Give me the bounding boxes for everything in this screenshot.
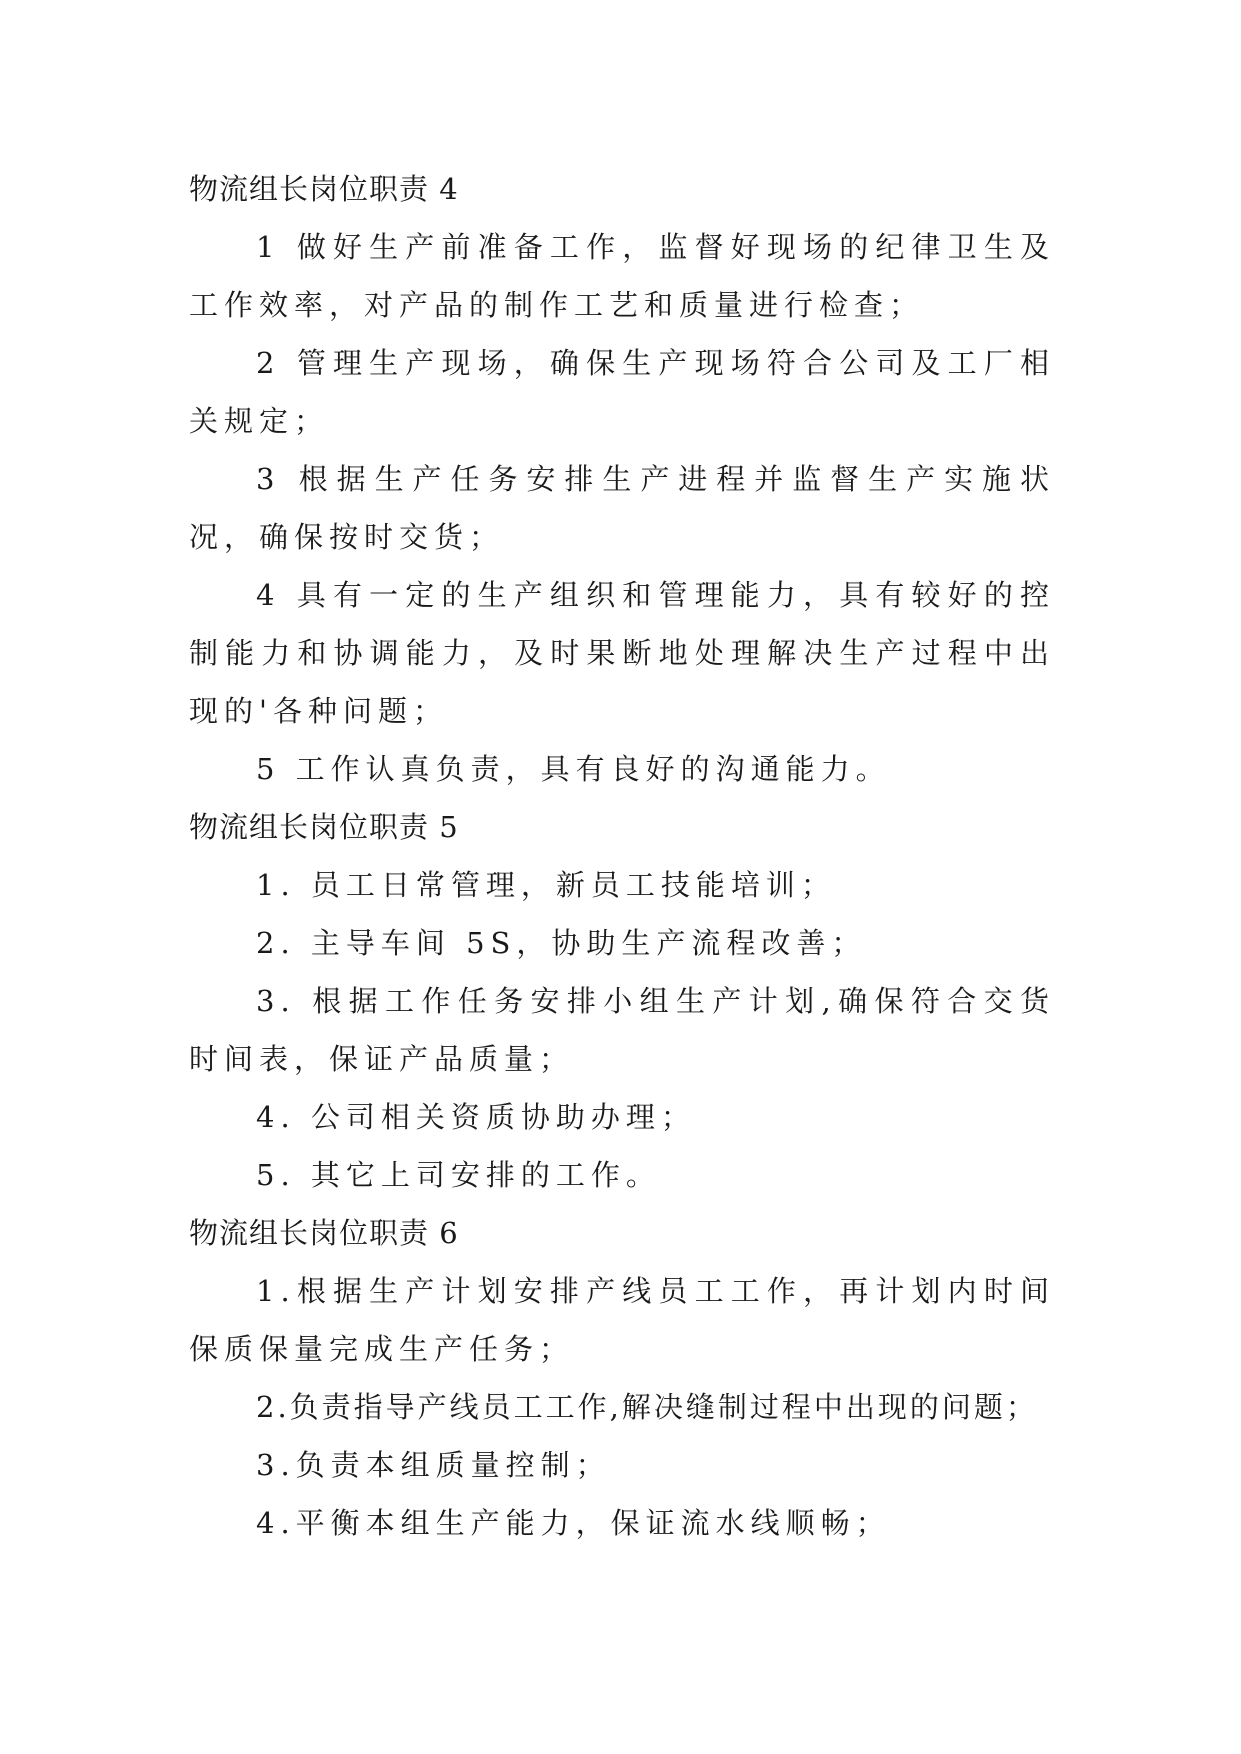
duty-item: 5. 其它上司安排的工作。 bbox=[256, 1158, 661, 1192]
duty-item: 1 做好生产前准备工作，监督好现场的纪律卫生及工作效率，对产品的制作工艺和质量进行检查； bbox=[189, 230, 1055, 322]
duty-item: 2. 主导车间 5S，协助生产流程改善； bbox=[256, 926, 867, 960]
duty-item: 4 具有一定的生产组织和管理能力，具有较好的控制能力和协调能力，及时果断地处理解决生产过程中出现的'各种问题； bbox=[189, 578, 1055, 728]
duty-item: 2 管理生产现场，确保生产现场符合公司及工厂相关规定； bbox=[189, 346, 1055, 438]
duty-item: 4.平衡本组生产能力，保证流水线顺畅； bbox=[256, 1506, 891, 1540]
duty-item: 5 工作认真负责，具有良好的沟通能力。 bbox=[256, 752, 891, 786]
section-heading: 物流组长岗位职责 6 bbox=[189, 1216, 459, 1250]
section-heading: 物流组长岗位职责 5 bbox=[189, 810, 459, 844]
duty-item: 1.根据生产计划安排产线员工工作，再计划内时间保质保量完成生产任务； bbox=[189, 1274, 1055, 1366]
duty-item: 3.负责本组质量控制； bbox=[256, 1448, 611, 1482]
document-page bbox=[189, 160, 1055, 1552]
duty-item: 4. 公司相关资质协助办理； bbox=[256, 1100, 696, 1134]
duty-item: 3. 根据工作任务安排小组生产计划,确保符合交货时间表，保证产品质量； bbox=[189, 984, 1055, 1076]
duty-item: 3 根据生产任务安排生产进程并监督生产实施状况，确保按时交货； bbox=[189, 462, 1055, 554]
duty-item: 1. 员工日常管理，新员工技能培训； bbox=[256, 868, 836, 902]
section-heading: 物流组长岗位职责 4 bbox=[189, 172, 459, 206]
duty-item: 2.负责指导产线员工工作,解决缝制过程中出现的问题； bbox=[256, 1390, 1038, 1424]
